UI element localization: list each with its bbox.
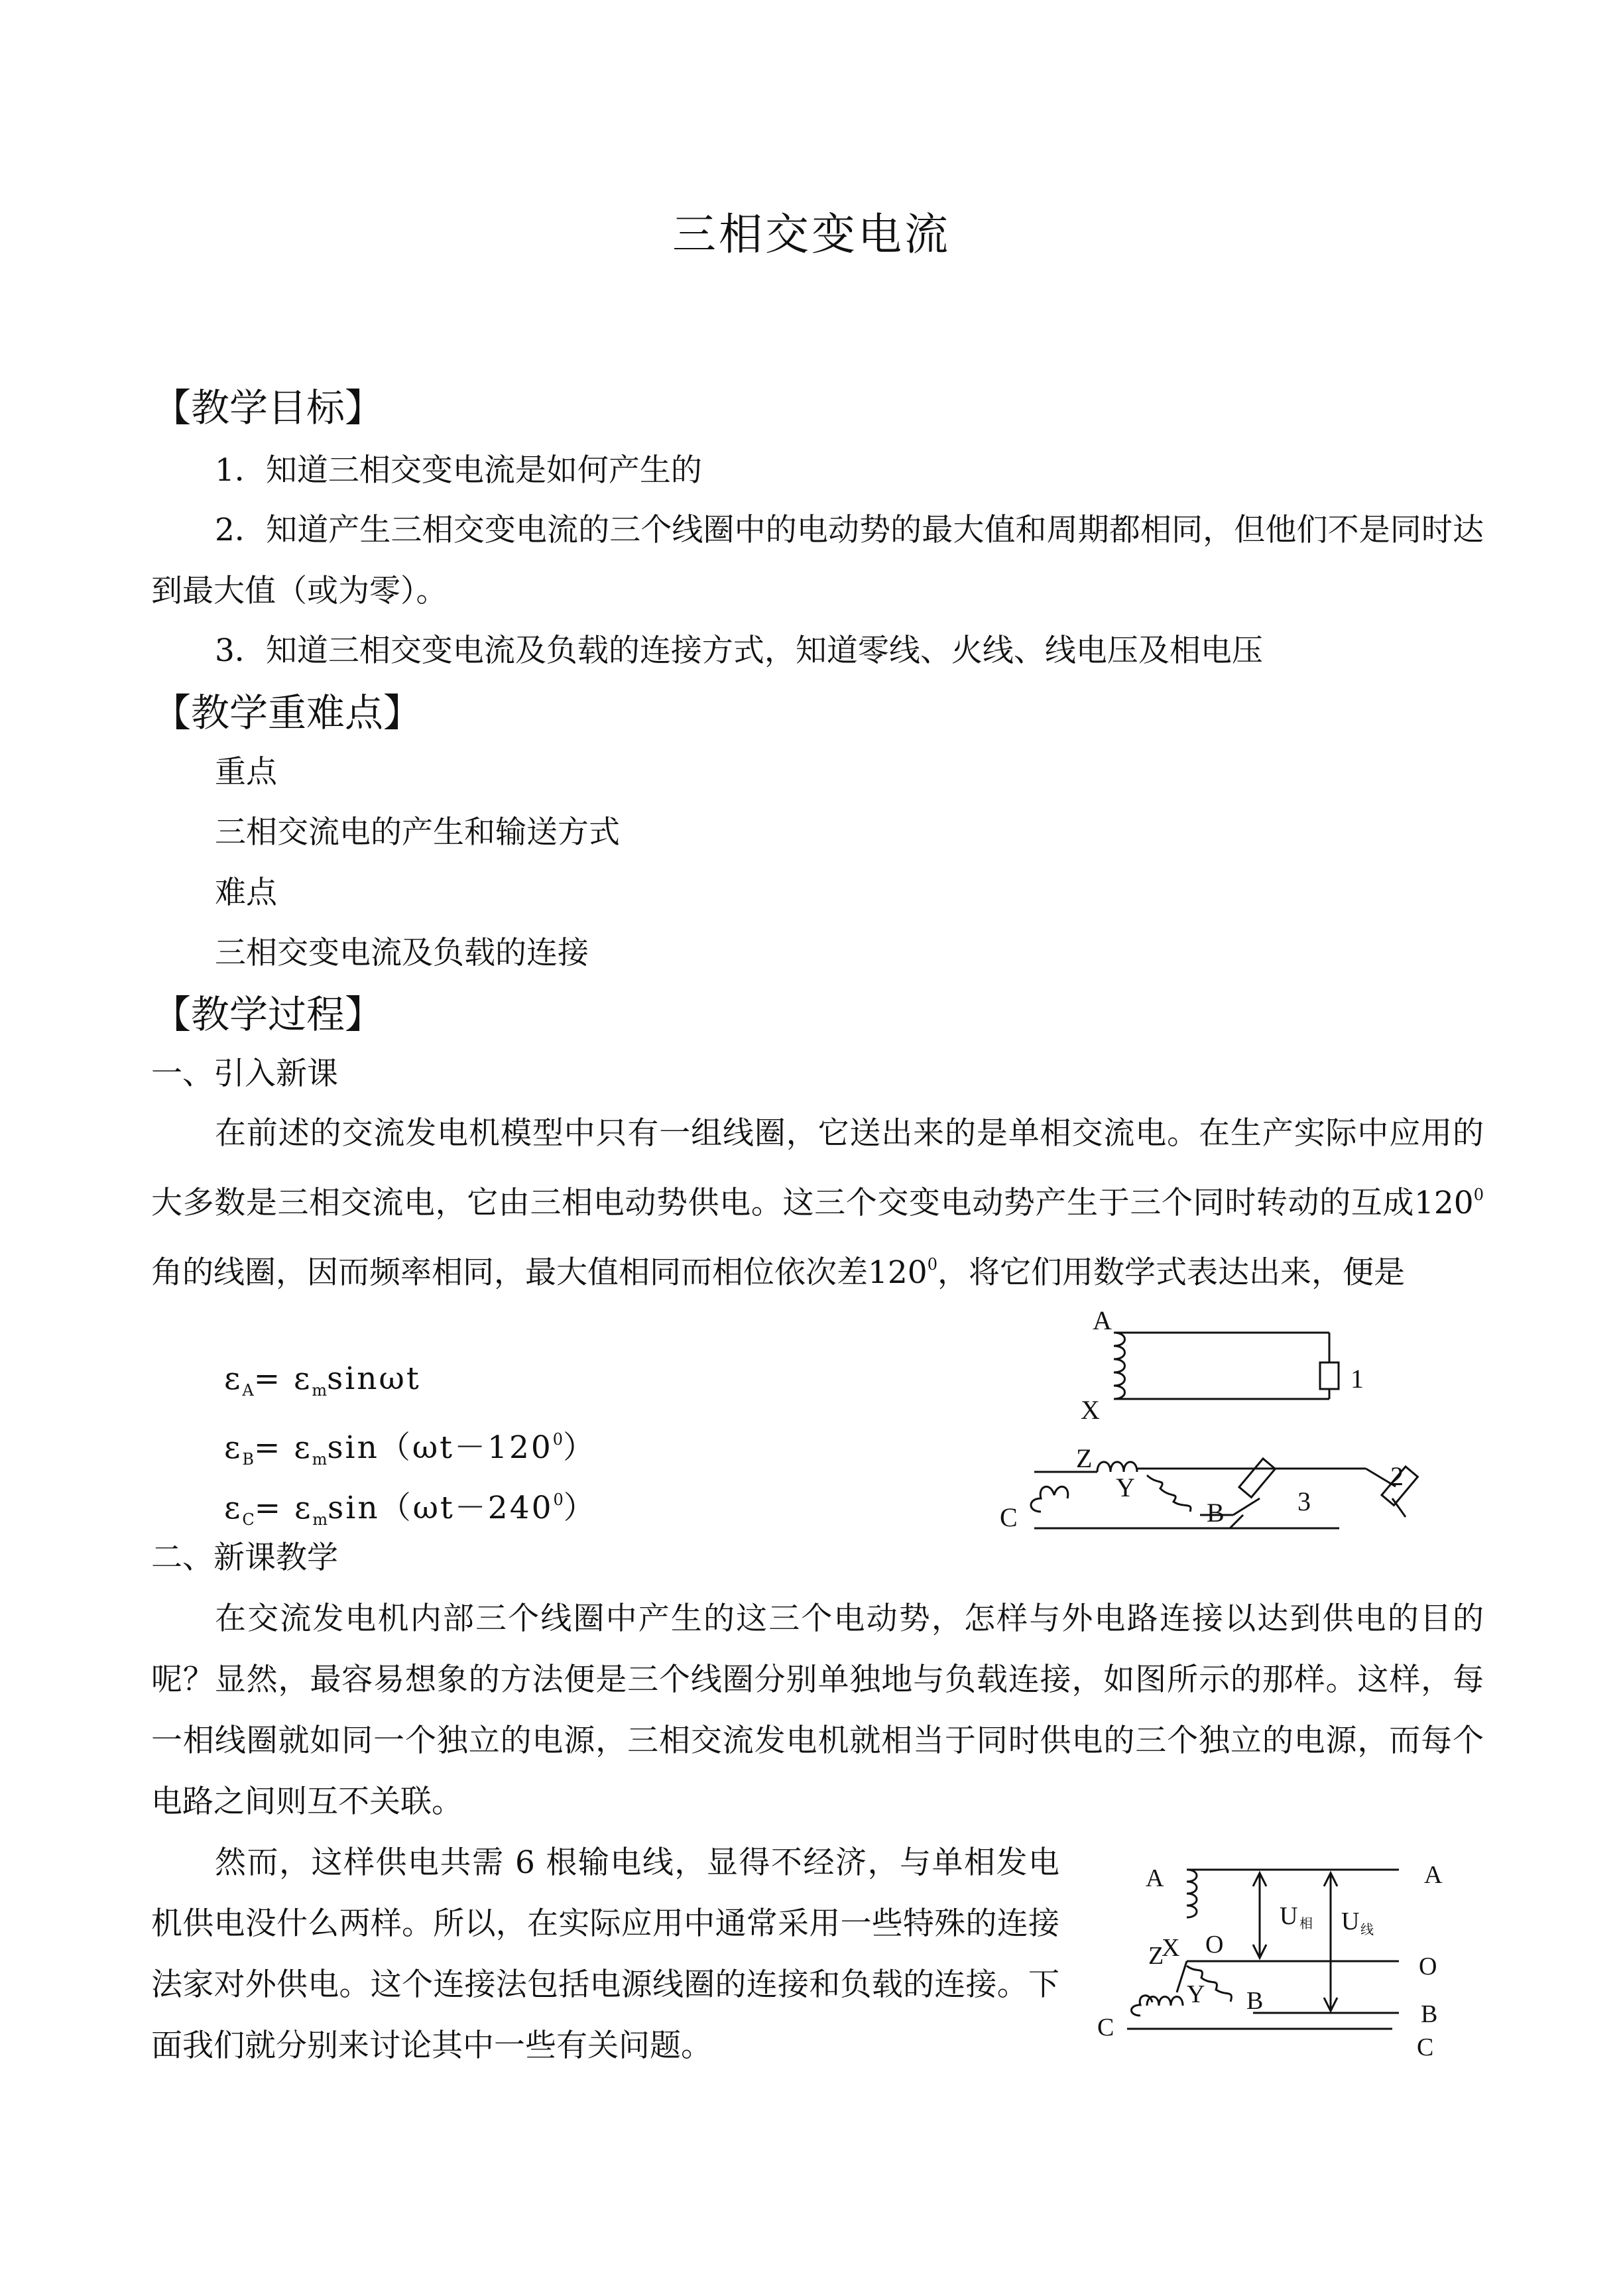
fig1-load-1: 1 xyxy=(1351,1364,1364,1394)
fig2-label-c-right: C xyxy=(1417,2033,1434,2061)
figure-star-connection xyxy=(1087,1850,1498,2069)
part1-sup-2: 0 xyxy=(927,1255,937,1274)
coil-yb xyxy=(1147,1475,1191,1512)
fig2-u-phase: U xyxy=(1280,1902,1298,1930)
difficult-label: 难点 xyxy=(215,875,277,911)
load-3-resistor xyxy=(1239,1459,1275,1497)
fig2-label-o-left: O xyxy=(1205,1931,1224,1959)
section-heading-process: 【教学过程】 xyxy=(152,992,384,1037)
fig2-u-line-sub: 线 xyxy=(1360,1923,1374,1937)
fig1-label-b: B xyxy=(1207,1498,1225,1528)
fig2-label-b-right: B xyxy=(1421,2000,1438,2028)
fig2-label-o-right: O xyxy=(1419,1953,1437,1980)
fig2-label-y: Y xyxy=(1187,1980,1205,2008)
fig1-load-2: 2 xyxy=(1390,1461,1404,1491)
fig1-label-y: Y xyxy=(1116,1473,1135,1502)
fig2-label-b-left: B xyxy=(1246,1987,1264,2015)
formula-a: $\varepsilon_A= \varepsilon_m\sin\omega t$ xyxy=(224,1360,421,1400)
fig2-u-phase-sub: 相 xyxy=(1299,1917,1313,1931)
fig1-label-c: C xyxy=(1000,1502,1018,1532)
fig1-label-x: X xyxy=(1081,1395,1100,1425)
fig2-label-z: Z xyxy=(1148,1942,1164,1970)
objective-item-2: 2．知道产生三相交变电流的三个线圈中的电动势的最大值和周期都相同，但他们不是同时达到最大值（或为零）。 xyxy=(151,512,1484,609)
section-heading-objectives: 【教学目标】 xyxy=(152,385,384,430)
formula-b: $\varepsilon_B= \varepsilon_m\sin(\omega t-120^0)$ xyxy=(224,1429,597,1469)
part1-heading: 一、引入新课 xyxy=(151,1056,338,1092)
coil-z xyxy=(1097,1462,1137,1472)
fig1-label-a: A xyxy=(1093,1305,1112,1335)
section-heading-key-points: 【教学重难点】 xyxy=(152,690,422,735)
objective-item-3: 3．知道三相交变电流及负载的连接方式，知道零线、火线、线电压及相电压 xyxy=(215,633,1263,669)
objective-item-1: 1．知道三相交变电流是如何产生的 xyxy=(215,452,702,489)
coil-c xyxy=(1031,1486,1068,1512)
fig2-label-a-right: A xyxy=(1424,1861,1443,1889)
part1-paragraph xyxy=(151,1103,1484,1303)
coil-a xyxy=(1187,1870,1197,1917)
fig2-label-c-left: C xyxy=(1097,2014,1114,2041)
part1-sup-1: 0 xyxy=(1473,1185,1484,1204)
part1-text-a: 在前述的交流发电机模型中只有一组线圈，它送出来的是单相交流电。在生产实际中应用的大多数是三相交流电，它由三相电动势供电。这三个交变电动势产生于三个同时转动的互成120 xyxy=(151,1115,1484,1221)
fig2-u-line: U xyxy=(1341,1907,1360,1935)
key-label: 重点 xyxy=(215,754,277,790)
part2-paragraph-2: 然而，这样供电共需 6 根输电线，显得不经济，与单相发电机供电没什么两样。所以，在实际应用中通常采用一些特殊的连接法家对外供电。这个连接法包括电源线圈的连接和负载的连接。下面我们就分别来讨论其中一些有关问题。 xyxy=(151,1844,1059,2064)
fig2-label-a-left: A xyxy=(1146,1864,1164,1892)
part1-text-b: 角的线圈，因而频率相同，最大值相同而相位依次差120 xyxy=(151,1254,928,1291)
key-text: 三相交流电的产生和输送方式 xyxy=(215,814,620,851)
figure-three-independent-circuits xyxy=(981,1299,1432,1538)
part1-text-c: ，将它们用数学式表达出来，便是 xyxy=(937,1254,1405,1291)
fig2-label-x: X xyxy=(1162,1934,1180,1962)
coil-ax xyxy=(1114,1333,1125,1399)
fig1-load-3: 3 xyxy=(1297,1486,1311,1516)
formula-c: $\varepsilon_C= \varepsilon_m\sin(\omega t-240^0)$ xyxy=(224,1490,597,1529)
difficult-text: 三相交变电流及负载的连接 xyxy=(215,935,589,971)
part2-heading: 二、新课教学 xyxy=(151,1540,338,1576)
page-title: 三相交变电流 xyxy=(672,209,951,260)
load-1-resistor xyxy=(1320,1362,1339,1389)
fig1-label-z: Z xyxy=(1076,1443,1093,1473)
part2-paragraph-1: 在交流发电机内部三个线圈中产生的这三个电动势，怎样与外电路连接以达到供电的目的呢？显然，最容易想象的方法便是三个线圈分别单独地与负载连接，如图所示的那样。这样，每一相线圈就如同一个独立的电源，三相交流发电机就相当于同时供电的三个独立的电源，而每个电路之间则互不关联。 xyxy=(151,1601,1484,1820)
